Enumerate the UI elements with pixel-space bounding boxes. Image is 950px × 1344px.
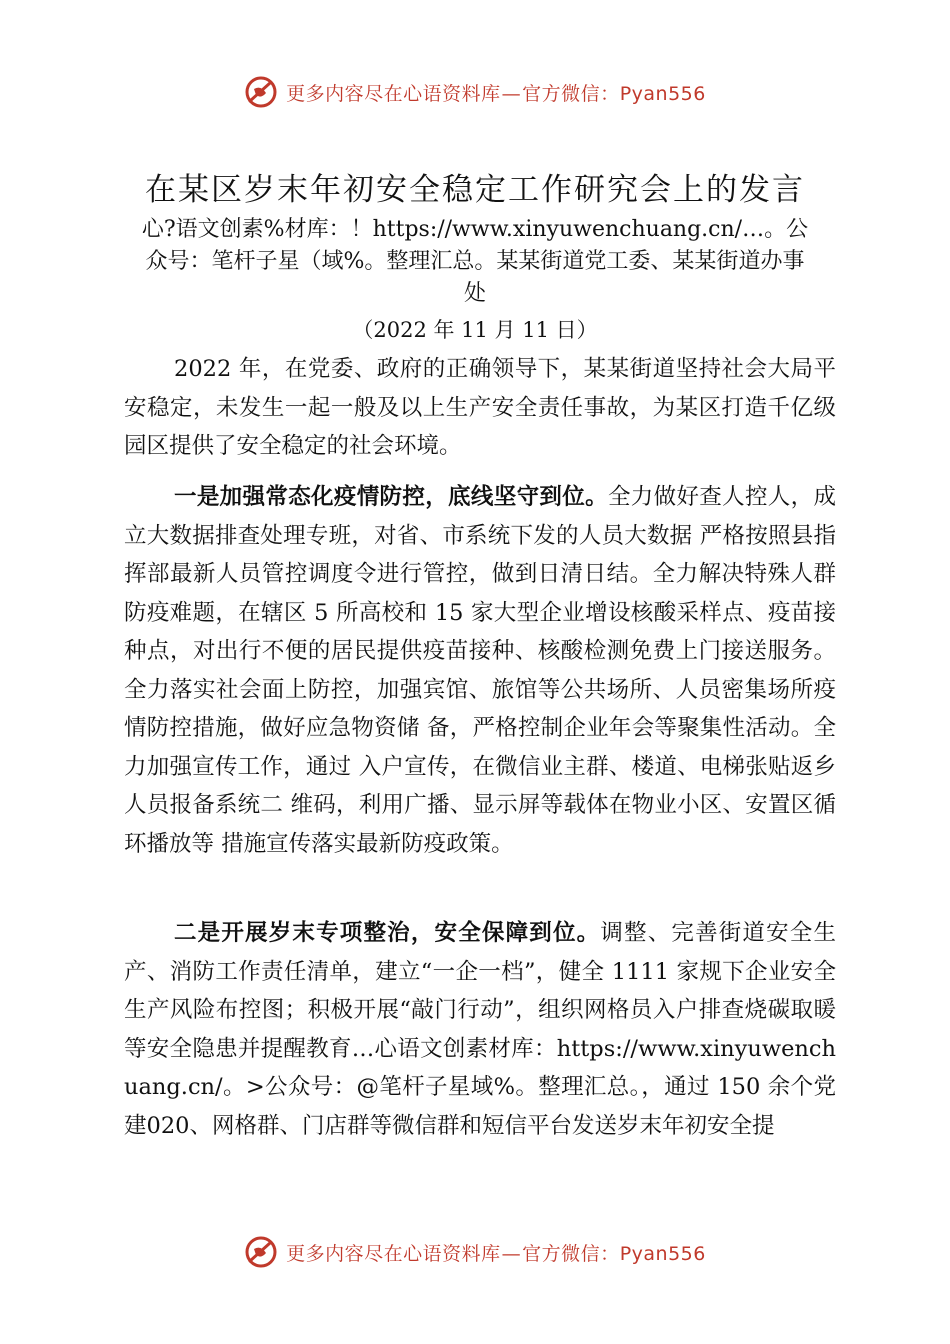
document-subtitle: 心?语文创素%材库：！https://www.xinyuwenchuang.cn/…。公众号：笔杆子星（域%。整理汇总。某某街道党工委、某某街道办事处 [141, 217, 809, 306]
footer-banner [0, 1230, 950, 1274]
wechat-id: Pyan556 [619, 82, 706, 105]
document-date: （2022 年 11 月 11 日） [352, 318, 598, 342]
document-title: 在某区岁末年初安全稳定工作研究会上的发言 [145, 172, 805, 208]
paragraph-lead: 二是开展岁末专项整治，安全保障到位。 [174, 920, 601, 946]
paragraph [124, 914, 836, 1145]
header-banner [0, 70, 950, 114]
brand-logo-icon [244, 1235, 278, 1269]
paragraph-text: 全力做好查人控人，成立大数据排查处理专班，对省、市系统下发的人员大数据 严格按照县指挥部最新人员管控调度令进行管控，做到日清日结。全力解决特殊人群防疫难题，在辖区 5 所高校和 15 家大型企业增设核酸采样点、疫苗接种点，对出行不便的居民提供疫苗接种、核酸检测免费上门接送服务。全力落实社会面上防控，加强宾馆、旅馆等公共场所、人员密集场所疫情防控措施，做好应急物资储 备，严格控制企业年会等聚集性活动。全力加强宣传工作，通过 入户宣传，在微信业主群、楼道、电梯张贴返乡人员报备系统二 维码，利用广播、显示屏等载体在物业小区、安置区循环播放等 措施宣传落实最新防疫政策。 [124, 484, 836, 857]
paragraph [124, 478, 836, 863]
paragraph-lead: 一是加强常态化疫情防控，底线坚守到位。 [174, 484, 608, 510]
banner-text: 更多内容尽在心语资料库—官方微信：Pyan556 [286, 82, 706, 105]
paragraph [124, 350, 836, 466]
paragraph-text: 调整、完善街道安全生产、消防工作责任清单，建立“一企一档”，健全 1111 家规下企业安全生产风险布控图；积极开展“敲门行动”，组织网格员入户排查烧碳取暖等安全隐患并提醒教育…心语文创素材库：https://www.xinyuwenchuang.cn/。>公众号：@笔杆子星域%。整理汇总。，通过 150 余个党建020、网格群、门店群等微信群和短信平台发送岁末年初安全提 [124, 920, 836, 1139]
brand-logo-icon [244, 75, 278, 109]
wechat-id: Pyan556 [619, 1242, 706, 1265]
banner-text: 更多内容尽在心语资料库—官方微信：Pyan556 [286, 1242, 706, 1265]
paragraph-text: 2022 年，在党委、政府的正确领导下，某某街道坚持社会大局平安稳定，未发生一起一般及以上生产安全责任事故，为某区打造千亿级园区提供了安全稳定的社会环境。 [124, 356, 836, 459]
